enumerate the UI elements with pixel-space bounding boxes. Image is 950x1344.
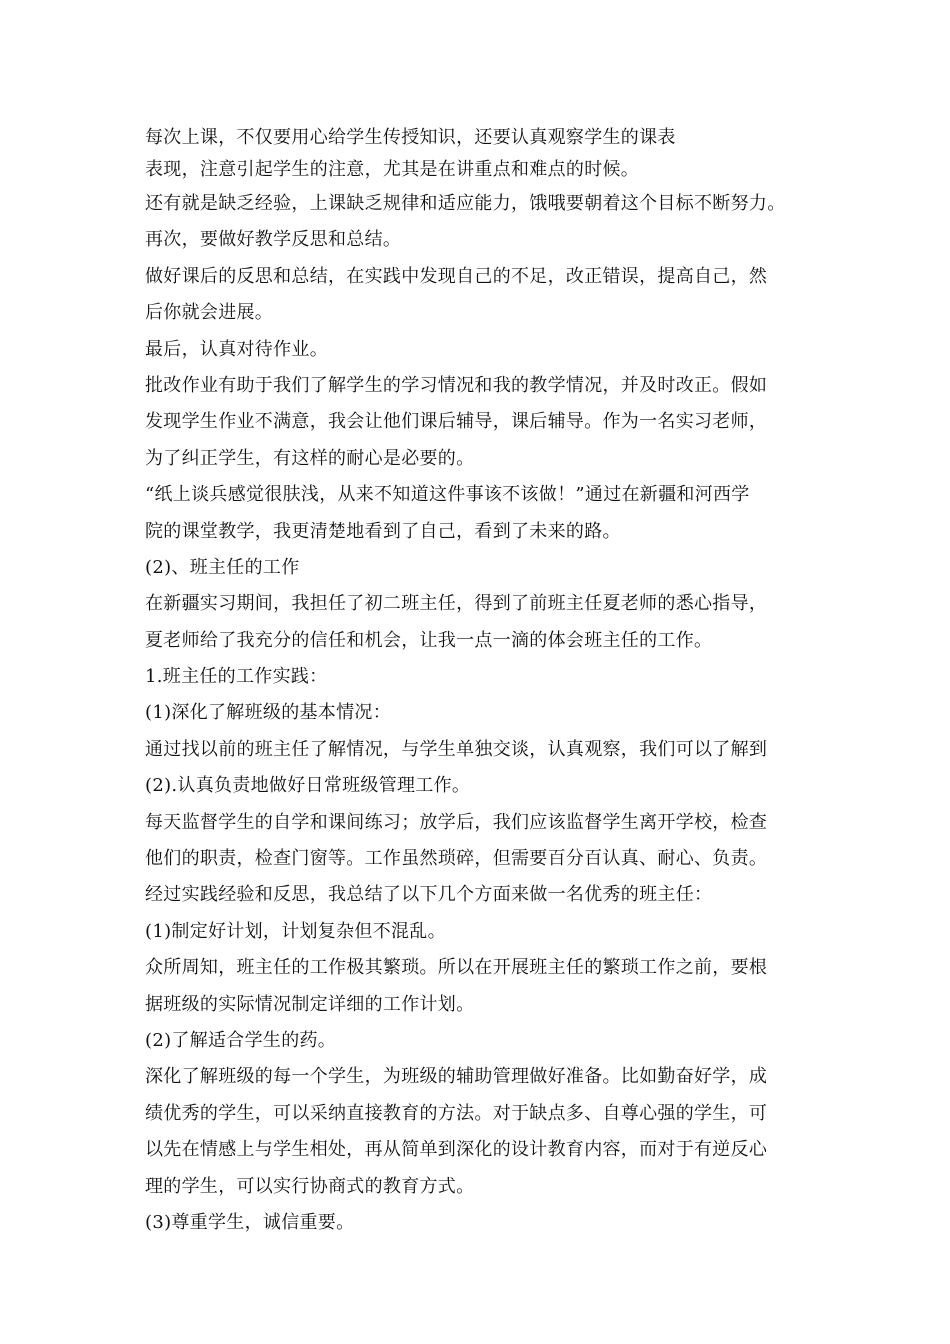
text-line: 为了纠正学生，有这样的耐心是必要的。 bbox=[145, 447, 475, 469]
text-line: 众所周知，班主任的工作极其繁琐。所以在开展班主任的繁琐工作之前，要根 bbox=[145, 957, 768, 979]
document-body bbox=[145, 122, 815, 1241]
text-line: 每天监督学生的自学和课间练习；放学后，我们应该监督学生离开学校，检查 bbox=[145, 811, 768, 833]
text-line: 每次上课，不仅要用心给学生传授知识，还要认真观察学生的课表 bbox=[145, 127, 676, 148]
text-line: 后你就会进展。 bbox=[145, 302, 274, 324]
text-line: (1)制定好计划，计划复杂但不混乱。 bbox=[145, 920, 446, 942]
text-line: 再次，要做好教学反思和总结。 bbox=[145, 229, 402, 251]
subsection-heading: 1.班主任的工作实践： bbox=[145, 666, 328, 688]
text-line: 表现，注意引起学生的注意，尤其是在讲重点和难点的时候。 bbox=[145, 159, 640, 180]
text-line: 绩优秀的学生，可以采纳直接教育的方法。对于缺点多、自尊心强的学生，可 bbox=[145, 1102, 768, 1124]
text-line: (3)尊重学生，诚信重要。 bbox=[145, 1211, 355, 1233]
text-line: 批改作业有助于我们了解学生的学习情况和我的教学情况，并及时改正。假如 bbox=[145, 374, 768, 396]
text-line: 据班级的实际情况制定详细的工作计划。 bbox=[145, 993, 475, 1015]
text-line: 发现学生作业不满意，我会让他们课后辅导，课后辅导。作为一名实习老师， bbox=[145, 411, 768, 433]
text-line: 通过找以前的班主任了解情况，与学生单独交谈，认真观察，我们可以了解到 bbox=[145, 738, 768, 760]
text-line: 做好课后的反思和总结，在实践中发现自己的不足，改正错误，提高自己，然 bbox=[145, 265, 768, 287]
text-line: 他们的职责，检查门窗等。工作虽然琐碎，但需要百分百认真、耐心、负责。 bbox=[145, 848, 768, 870]
text-line: (1)深化了解班级的基本情况： bbox=[145, 702, 391, 724]
text-line: 以先在情感上与学生相处，再从简单到深化的设计教育内容，而对于有逆反心 bbox=[145, 1139, 768, 1161]
text-line: (2)了解适合学生的药。 bbox=[145, 1029, 337, 1051]
section-heading: (2)、班主任的工作 bbox=[145, 556, 300, 578]
text-line: 还有就是缺乏经验，上课缺乏规律和适应能力，饿哦要朝着这个目标不断努力。 bbox=[145, 193, 786, 214]
text-line: “纸上谈兵感觉很肤浅，从来不知道这件事该不该做！”通过在新疆和河西学 bbox=[145, 484, 750, 506]
text-line: 在新疆实习期间，我担任了初二班主任，得到了前班主任夏老师的悉心指导， bbox=[145, 593, 768, 615]
text-line: 深化了解班级的每一个学生，为班级的辅助管理做好准备。比如勤奋好学，成 bbox=[145, 1066, 768, 1088]
text-line: 夏老师给了我充分的信任和机会，让我一点一滴的体会班主任的工作。 bbox=[145, 629, 713, 651]
text-line: (2).认真负责地做好日常班级管理工作。 bbox=[145, 775, 471, 797]
text-line: 理的学生，可以实行协商式的教育方式。 bbox=[145, 1175, 475, 1197]
text-line: 院的课堂教学，我更清楚地看到了自己，看到了未来的路。 bbox=[145, 520, 621, 542]
text-line: 经过实践经验和反思，我总结了以下几个方面来做一名优秀的班主任： bbox=[145, 884, 713, 906]
text-line: 最后，认真对待作业。 bbox=[145, 338, 328, 360]
